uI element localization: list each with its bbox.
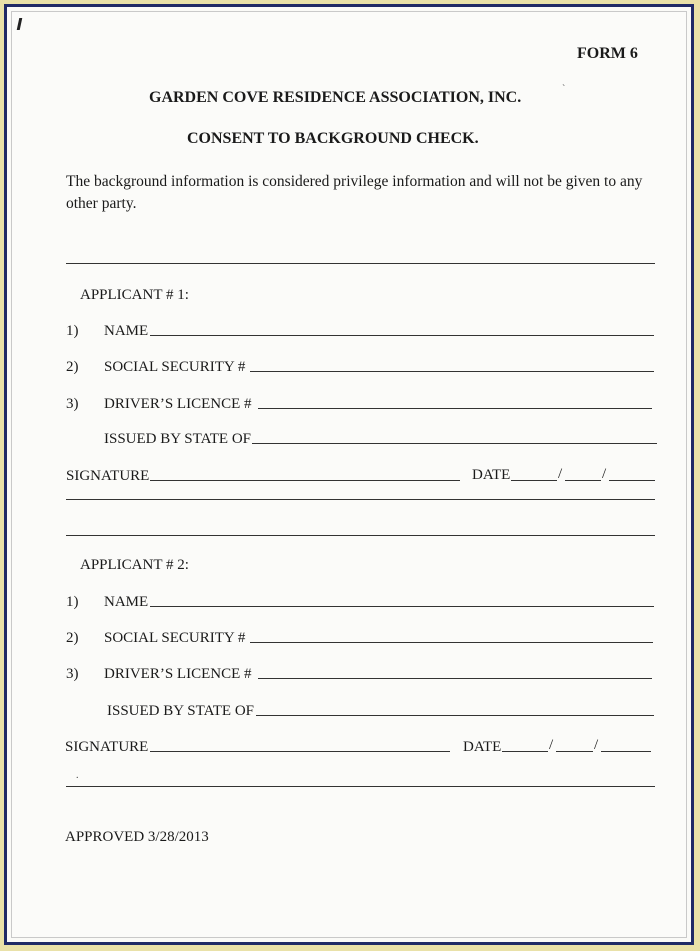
stray-dot: . (76, 770, 79, 781)
applicant1-item1-number: 1) (66, 323, 79, 339)
applicant2-licence-label: DRIVER’S LICENCE # (104, 666, 252, 682)
applicant2-ssn-field[interactable] (250, 642, 653, 643)
applicant1-licence-field[interactable] (258, 408, 652, 409)
applicant2-licence-field[interactable] (258, 678, 652, 679)
organization-name: GARDEN COVE RESIDENCE ASSOCIATION, INC. (149, 89, 522, 106)
applicant2-signature-label: SIGNATURE (65, 739, 149, 755)
applicant2-signature-field[interactable] (150, 751, 450, 752)
applicant1-extra-line-2 (66, 535, 655, 536)
applicant2-item2-number: 2) (66, 630, 79, 646)
separator-line (66, 263, 655, 264)
applicant1-issued-field[interactable] (252, 443, 657, 444)
applicant1-date-month[interactable] (511, 480, 557, 481)
stray-mark: ` (562, 84, 566, 95)
applicant2-issued-field[interactable] (256, 715, 654, 716)
applicant1-name-label: NAME (104, 323, 149, 339)
applicant2-date-sep2: / (594, 737, 599, 753)
applicant2-issued-label: ISSUED BY STATE OF (107, 703, 255, 719)
applicant2-date-year[interactable] (601, 751, 651, 752)
applicant2-name-field[interactable] (150, 606, 654, 607)
form-number: FORM 6 (577, 45, 638, 62)
applicant2-ssn-label: SOCIAL SECURITY # (104, 630, 246, 646)
applicant1-date-day[interactable] (565, 480, 601, 481)
applicant1-date-sep2: / (602, 466, 607, 482)
approved-date: APPROVED 3/28/2013 (65, 829, 209, 845)
applicant2-heading: APPLICANT # 2: (80, 557, 189, 573)
applicant1-issued-label: ISSUED BY STATE OF (104, 431, 252, 447)
privacy-notice: The background information is considered privilege information and will not be given to any other party. (66, 173, 643, 212)
applicant2-extra-line (66, 786, 655, 787)
applicant1-signature-label: SIGNATURE (66, 468, 150, 484)
applicant1-heading: APPLICANT # 1: (80, 287, 189, 303)
corner-mark (17, 18, 23, 30)
applicant2-name-label: NAME (104, 594, 149, 610)
form-title: CONSENT TO BACKGROUND CHECK. (187, 130, 479, 147)
applicant2-date-day[interactable] (556, 751, 593, 752)
applicant1-licence-label: DRIVER’S LICENCE # (104, 396, 252, 412)
applicant1-ssn-field[interactable] (250, 371, 654, 372)
applicant2-date-label: DATE (463, 739, 502, 755)
applicant1-extra-line-1 (66, 499, 655, 500)
applicant1-date-sep1: / (558, 466, 563, 482)
applicant1-name-field[interactable] (150, 335, 654, 336)
applicant1-date-year[interactable] (609, 480, 655, 481)
applicant1-date-label: DATE (472, 467, 511, 483)
applicant2-date-sep1: / (549, 737, 554, 753)
applicant1-item3-number: 3) (66, 396, 79, 412)
applicant1-ssn-label: SOCIAL SECURITY # (104, 359, 246, 375)
applicant2-date-month[interactable] (502, 751, 548, 752)
applicant2-item1-number: 1) (66, 594, 79, 610)
applicant1-signature-field[interactable] (150, 480, 460, 481)
applicant1-item2-number: 2) (66, 359, 79, 375)
applicant2-item3-number: 3) (66, 666, 79, 682)
